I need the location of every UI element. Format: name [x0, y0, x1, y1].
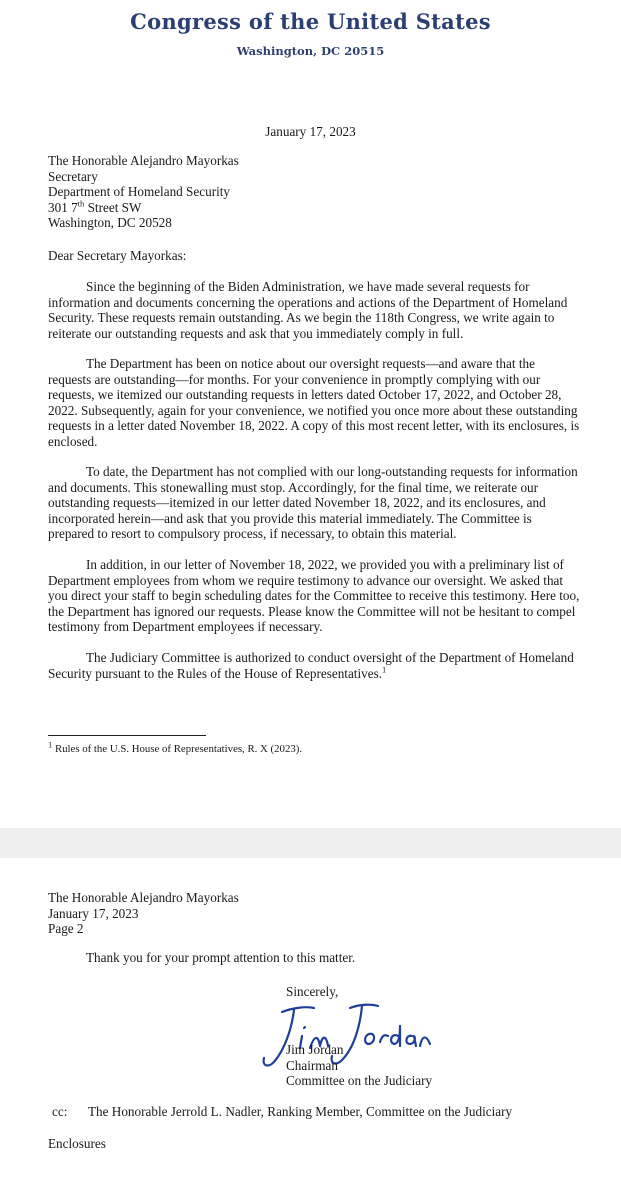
signer-title: Chairman — [286, 1057, 339, 1073]
cc-line — [52, 1104, 512, 1120]
street-name: Street SW — [84, 199, 142, 215]
complimentary-close: Sincerely, — [286, 984, 339, 999]
page-2-number: Page 2 — [48, 921, 84, 937]
signer-name: Jim Jordan — [286, 1042, 344, 1057]
body-paragraph: Since the beginning of the Biden Administration, we have made several requests for information and documents concerning the operations and actions of the Department of Homeland Security. These requests remain outstanding. As we begin the 118th Congress, we write again to reiterate our outstanding requests and ask that you immediately comply in full. — [48, 279, 568, 341]
street-ordinal: th — [77, 198, 85, 209]
recipient-department: Department of Homeland Security — [48, 184, 231, 200]
cc-recipient: The Honorable Jerrold L. Nadler, Ranking Member, Committee on the Judiciary — [88, 1104, 513, 1119]
recipient-title: Secretary — [48, 168, 98, 184]
signer-committee: Committee on the Judiciary — [286, 1073, 433, 1089]
page-2-recipient: The Honorable Alejandro Mayorkas — [48, 890, 239, 905]
recipient-name: The Honorable Alejandro Mayorkas — [48, 153, 239, 168]
footnote-text: Rules of the U.S. House of Representatives, R. X (2023). — [52, 743, 303, 755]
footnote-marker: 1 — [48, 739, 53, 750]
body-paragraph: In addition, in our letter of November 18, 2022, we provided you with a preliminary list of Department employees from whom we require testimony to advance our oversight. We asked that you direct your staff to begin scheduling dates for the Committee to receive this testimony. Here too, the Department has ignored our requests. Please know the Committee will not be hesitant to compel testimony from Department employees if necessary. — [48, 557, 580, 635]
salutation: Dear Secretary Mayorkas: — [48, 248, 187, 263]
page-separator — [0, 828, 621, 858]
letter-date: January 17, 2023 — [265, 124, 356, 139]
letterhead-title: Congress of the United States — [130, 9, 491, 34]
recipient-city: Washington, DC 20528 — [48, 215, 172, 231]
body-paragraph — [48, 650, 580, 681]
footnote — [48, 739, 303, 758]
street-number: 301 7 — [48, 199, 78, 215]
signature-block — [286, 1042, 432, 1089]
cc-label: cc: — [52, 1104, 68, 1119]
body-paragraph: To date, the Department has not complied with our long-outstanding requests for information and documents. This stonewalling must stop. Accordingly, for the final time, we reiterate our outstanding requests—itemized in our letter dated November 18, 2022, and its enclosures, and incorporated herein—and ask that you provide this material immediately. The Committee is prepared to resort to compulsory process, if necessary, to obtain this material. — [48, 464, 578, 542]
page-2-header — [48, 890, 239, 937]
closing-sentence: Thank you for your prompt attention to this matter. — [86, 950, 356, 965]
recipient-address — [48, 153, 239, 231]
footnote-reference: 1 — [382, 664, 387, 675]
enclosures-note: Enclosures — [48, 1136, 106, 1151]
body-paragraph-text: The Judiciary Committee is authorized to conduct oversight of the Department of Homeland Security pursuant to the Rules of the House of Representatives. — [48, 650, 574, 681]
letter-page-2 — [0, 858, 621, 1200]
letterhead-address: Washington, DC 20515 — [236, 44, 385, 58]
footnote-divider — [48, 735, 206, 736]
body-paragraph: The Department has been on notice about our oversight requests—and aware that the requests are outstanding—for months. For your convenience in promptly complying with our requests, we itemized our outstanding requests in letters dated October 17, 2022, and October 28, 2022. Subsequently, again for your convenience, we notified you once more about these outstanding requests in a letter dated November 18, 2022. A copy of this most recent letter, with its enclosures, is enclosed. — [48, 356, 580, 449]
recipient-street — [48, 200, 239, 216]
page-2-date: January 17, 2023 — [48, 905, 139, 921]
